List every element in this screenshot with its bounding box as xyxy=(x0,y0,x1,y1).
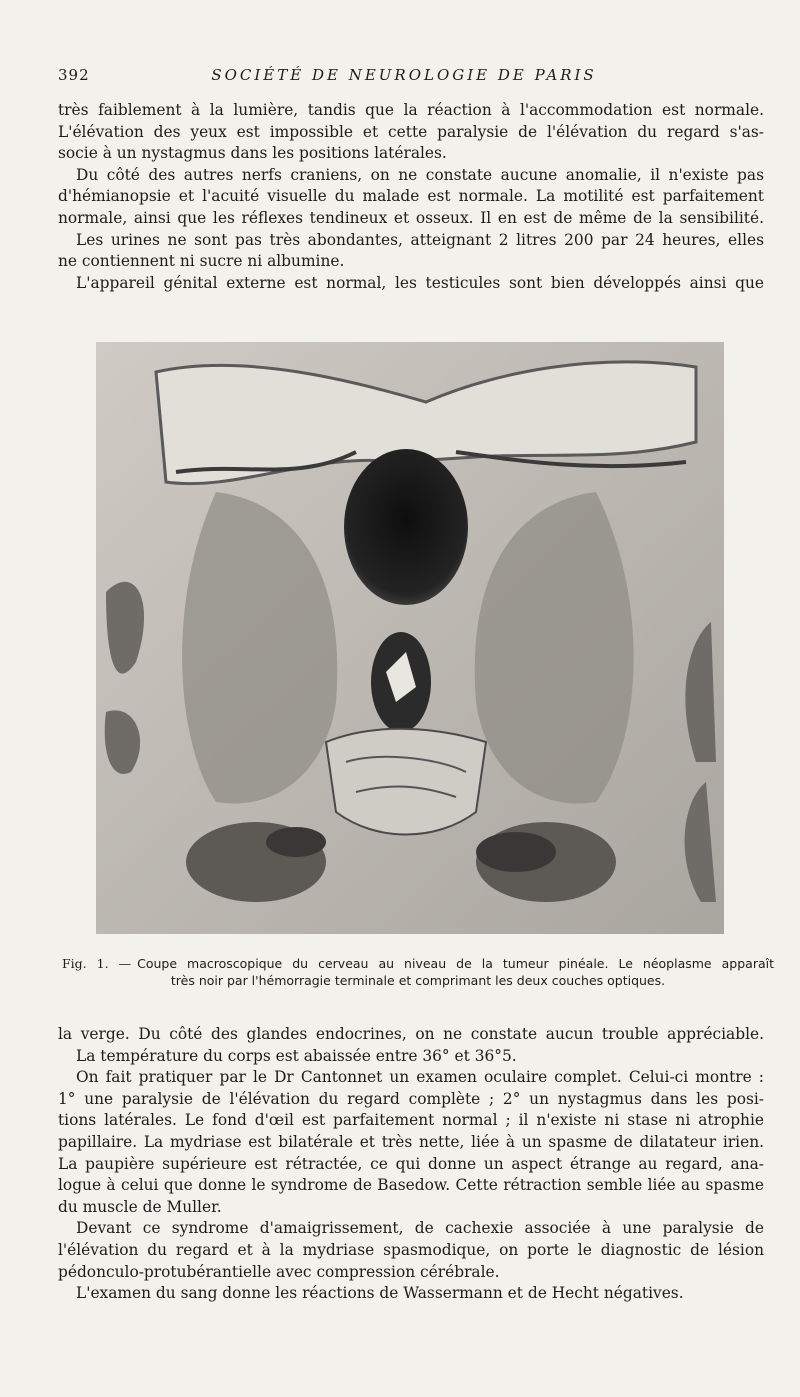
text-line: L'appareil génital externe est normal, les testicules sont bien développés ainsi que xyxy=(76,273,764,292)
text-line: tions latérales. Le fond d'œil est parfaitement normal ; il n'existe ni stase ni atrophie xyxy=(58,1111,764,1130)
caption-text-1: Coupe macroscopique du cerveau au niveau de la tumeur pinéale. Le néoplasme apparaît xyxy=(137,956,774,971)
body-text-bottom xyxy=(58,1024,764,1305)
text-line: normale, ainsi que les réflexes tendineux et osseux. Il en est de même de la sensibilité. xyxy=(58,208,764,227)
text-line: la verge. Du côté des glandes endocrines, on ne constate aucun trouble appréciable. xyxy=(58,1025,764,1043)
page-number: 392 xyxy=(58,66,90,84)
figure-label: Fig. 1. — xyxy=(62,956,132,971)
text-line: d'hémianopsie et l'acuité visuelle du malade est normale. La motilité est parfaitement xyxy=(58,187,764,206)
text-line: L'élévation des yeux est impossible et cette paralysie de l'élévation du regard s'as- xyxy=(58,122,764,141)
running-head: SOCIÉTÉ DE NEUROLOGIE DE PARIS xyxy=(211,66,597,84)
text-line: L'examen du sang donne les réactions de Wassermann et de Hecht négatives. xyxy=(76,1284,684,1303)
text-line: du muscle de Muller. xyxy=(58,1197,222,1216)
text-line: très faiblement à la lumière, tandis que la réaction à l'accommodation est normale. xyxy=(58,101,764,119)
text-line: socie à un nystagmus dans les positions latérales. xyxy=(58,144,447,163)
text-line: Devant ce syndrome d'amaigrissement, de cachexie associée à une paralysie de xyxy=(76,1219,764,1238)
figure-caption xyxy=(62,955,774,989)
text-line: pédonculo-protubérantielle avec compression cérébrale. xyxy=(58,1262,500,1281)
page-header xyxy=(58,66,750,90)
text-line: Du côté des autres nerfs craniens, on ne constate aucune anomalie, il n'existe pas xyxy=(76,165,764,184)
text-line: La paupière supérieure est rétractée, ce qui donne un aspect étrange au regard, ana- xyxy=(58,1154,764,1173)
text-line: ne contiennent ni sucre ni albumine. xyxy=(58,252,345,271)
caption-line-2: très noir par l'hémorragie terminale et comprimant les deux couches optiques. xyxy=(170,973,666,988)
text-line: On fait pratiquer par le Dr Cantonnet un examen oculaire complet. Celui-ci montre : xyxy=(76,1068,764,1087)
text-line: logue à celui que donne le syndrome de Basedow. Cette rétraction semble liée au spasme xyxy=(58,1176,764,1195)
text-line: papillaire. La mydriase est bilatérale et très nette, liée à un spasme de dilatateur irien. xyxy=(58,1132,764,1151)
text-line: La température du corps est abaissée entre 36° et 36°5. xyxy=(76,1046,517,1065)
text-line: l'élévation du regard et à la mydriase spasmodique, on porte le diagnostic de lésion xyxy=(58,1240,764,1259)
caption-line-1 xyxy=(62,955,774,972)
text-line: Les urines ne sont pas très abondantes, atteignant 2 litres 200 par 24 heures, elles xyxy=(76,230,764,249)
brain-section-photograph xyxy=(96,342,724,934)
body-text-top xyxy=(58,100,764,294)
brain-section-image xyxy=(96,342,724,934)
text-line: 1° une paralysie de l'élévation du regard complète ; 2° un nystagmus dans les posi- xyxy=(58,1089,764,1108)
